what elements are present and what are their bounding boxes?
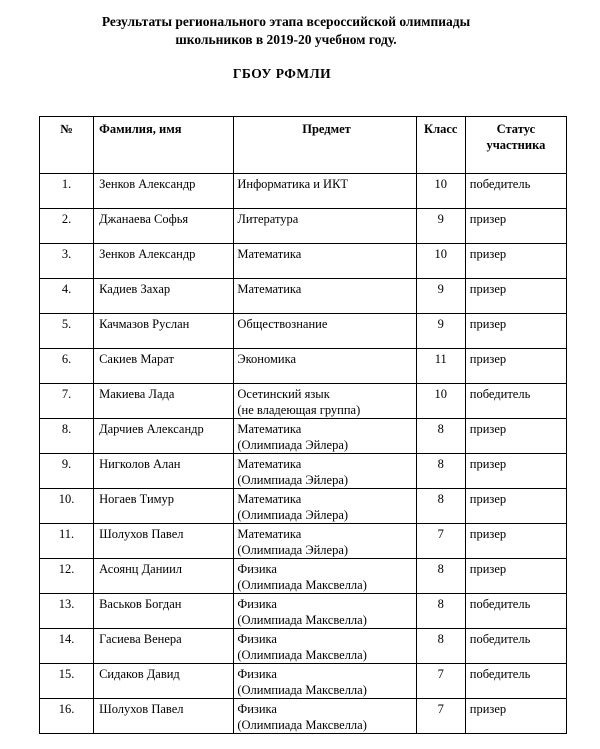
table-row — [40, 279, 567, 314]
cell-subject — [234, 629, 416, 664]
cell-name: Асоянц Даниил — [94, 559, 234, 594]
cell-subject — [234, 419, 416, 454]
subject-detail: (Олимпиада Эйлера) — [237, 438, 349, 452]
cell-subject — [234, 244, 416, 279]
cell-grade: 8 — [416, 419, 465, 454]
subject-name: Осетинский язык — [237, 387, 330, 401]
cell-status: призер — [465, 489, 566, 524]
cell-grade: 8 — [416, 594, 465, 629]
table-row — [40, 174, 567, 209]
table-row — [40, 559, 567, 594]
cell-name: Сидаков Давид — [94, 664, 234, 699]
subject-name: Литература — [237, 212, 299, 226]
cell-status: призер — [465, 209, 566, 244]
cell-subject — [234, 314, 416, 349]
cell-name: Зенков Александр — [94, 244, 234, 279]
subject-name: Математика — [237, 527, 302, 541]
cell-subject — [234, 349, 416, 384]
cell-subject — [234, 559, 416, 594]
cell-grade: 11 — [416, 349, 465, 384]
cell-number: 14. — [40, 629, 94, 664]
cell-status: победитель — [465, 629, 566, 664]
cell-name: Ногаев Тимур — [94, 489, 234, 524]
cell-status: призер — [465, 419, 566, 454]
cell-status: победитель — [465, 384, 566, 419]
cell-grade: 7 — [416, 524, 465, 559]
cell-grade: 9 — [416, 279, 465, 314]
cell-subject — [234, 174, 416, 209]
table-row — [40, 244, 567, 279]
subject-detail: (не владеющая группа) — [237, 403, 361, 417]
cell-number: 3. — [40, 244, 94, 279]
cell-grade: 8 — [416, 454, 465, 489]
document-title-line-1: Результаты регионального этапа всероссийской олимпиады — [101, 14, 471, 29]
cell-name: Дарчиев Александр — [94, 419, 234, 454]
cell-grade: 10 — [416, 384, 465, 419]
table-row — [40, 524, 567, 559]
table-row — [40, 489, 567, 524]
subject-name: Физика — [237, 702, 277, 716]
subject-name: Математика — [237, 492, 302, 506]
table-row — [40, 699, 567, 734]
subject-name: Обществознание — [237, 317, 328, 331]
subject-detail: (Олимпиада Эйлера) — [237, 508, 349, 522]
column-header-number: № — [40, 117, 94, 174]
cell-number: 6. — [40, 349, 94, 384]
subject-name: Экономика — [237, 352, 297, 366]
cell-subject — [234, 699, 416, 734]
cell-status: победитель — [465, 174, 566, 209]
cell-number: 4. — [40, 279, 94, 314]
cell-name: Васьков Богдан — [94, 594, 234, 629]
subject-detail: (Олимпиада Максвелла) — [237, 648, 367, 662]
cell-status: призер — [465, 524, 566, 559]
table-row — [40, 629, 567, 664]
school-name: ГБОУ РФМЛИ — [232, 66, 332, 81]
cell-name: Зенков Александр — [94, 174, 234, 209]
table-row — [40, 594, 567, 629]
cell-number: 5. — [40, 314, 94, 349]
subject-name: Математика — [237, 282, 302, 296]
cell-subject — [234, 384, 416, 419]
subject-name: Физика — [237, 597, 277, 611]
cell-grade: 10 — [416, 244, 465, 279]
table-body — [40, 174, 567, 734]
cell-grade: 7 — [416, 664, 465, 699]
table-row — [40, 349, 567, 384]
cell-name: Джанаева Софья — [94, 209, 234, 244]
cell-number: 1. — [40, 174, 94, 209]
cell-subject — [234, 664, 416, 699]
column-header-subject: Предмет — [234, 117, 416, 174]
subject-name: Физика — [237, 667, 277, 681]
cell-number: 16. — [40, 699, 94, 734]
document-title-line-2: школьников в 2019-20 учебном году. — [175, 32, 397, 47]
cell-name: Шолухов Павел — [94, 524, 234, 559]
cell-name: Макиева Лада — [94, 384, 234, 419]
subject-detail: (Олимпиада Максвелла) — [237, 718, 367, 732]
subject-name: Математика — [237, 457, 302, 471]
table-row — [40, 314, 567, 349]
column-header-name: Фамилия, имя — [94, 117, 234, 174]
cell-status: призер — [465, 559, 566, 594]
cell-name: Качмазов Руслан — [94, 314, 234, 349]
cell-number: 11. — [40, 524, 94, 559]
cell-subject — [234, 489, 416, 524]
results-table — [39, 116, 567, 734]
subject-name: Информатика и ИКТ — [237, 177, 349, 191]
subject-detail: (Олимпиада Эйлера) — [237, 473, 349, 487]
cell-status: победитель — [465, 664, 566, 699]
cell-subject — [234, 454, 416, 489]
cell-status: призер — [465, 314, 566, 349]
subject-name: Физика — [237, 562, 277, 576]
cell-status: призер — [465, 699, 566, 734]
cell-name: Шолухов Павел — [94, 699, 234, 734]
cell-number: 2. — [40, 209, 94, 244]
cell-subject — [234, 524, 416, 559]
cell-number: 10. — [40, 489, 94, 524]
subject-name: Математика — [237, 422, 302, 436]
subject-name: Физика — [237, 632, 277, 646]
table-row — [40, 664, 567, 699]
cell-grade: 9 — [416, 314, 465, 349]
cell-status: призер — [465, 279, 566, 314]
cell-number: 7. — [40, 384, 94, 419]
table-row — [40, 384, 567, 419]
column-header-status: Статус участника — [465, 117, 566, 174]
cell-number: 15. — [40, 664, 94, 699]
cell-grade: 8 — [416, 629, 465, 664]
cell-grade: 10 — [416, 174, 465, 209]
column-header-grade: Класс — [416, 117, 465, 174]
cell-subject — [234, 594, 416, 629]
subject-detail: (Олимпиада Максвелла) — [237, 613, 367, 627]
subject-detail: (Олимпиада Максвелла) — [237, 683, 367, 697]
cell-status: призер — [465, 244, 566, 279]
cell-number: 8. — [40, 419, 94, 454]
cell-status: призер — [465, 349, 566, 384]
cell-grade: 7 — [416, 699, 465, 734]
cell-name: Кадиев Захар — [94, 279, 234, 314]
cell-number: 12. — [40, 559, 94, 594]
table-row — [40, 209, 567, 244]
subject-name: Математика — [237, 247, 302, 261]
cell-name: Сакиев Марат — [94, 349, 234, 384]
cell-status: победитель — [465, 594, 566, 629]
table-header-row — [40, 117, 567, 174]
cell-subject — [234, 279, 416, 314]
cell-name: Гасиева Венера — [94, 629, 234, 664]
subject-detail: (Олимпиада Максвелла) — [237, 578, 367, 592]
cell-status: призер — [465, 454, 566, 489]
table-row — [40, 419, 567, 454]
cell-number: 13. — [40, 594, 94, 629]
cell-number: 9. — [40, 454, 94, 489]
cell-name: Нигколов Алан — [94, 454, 234, 489]
table-row — [40, 454, 567, 489]
cell-subject — [234, 209, 416, 244]
subject-detail: (Олимпиада Эйлера) — [237, 543, 349, 557]
cell-grade: 8 — [416, 489, 465, 524]
cell-grade: 9 — [416, 209, 465, 244]
cell-grade: 8 — [416, 559, 465, 594]
